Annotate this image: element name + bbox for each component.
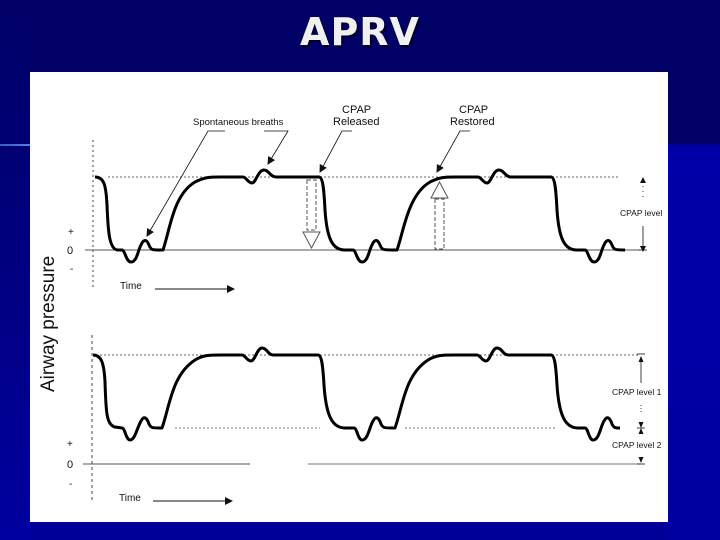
annotation-spontaneous-breaths: Spontaneous breaths xyxy=(193,117,284,128)
pointer-arrow-icon xyxy=(147,131,225,236)
top-waveform xyxy=(95,170,625,262)
aprv-diagram xyxy=(30,72,668,522)
slide-right-strip xyxy=(668,0,720,540)
annotation-cpap-restored-sub: Restored xyxy=(450,116,495,128)
axis-minus: - xyxy=(69,479,73,490)
pointer-arrow-icon xyxy=(264,131,288,164)
pressure-release-arrow-icon xyxy=(303,180,320,248)
annotation-cpap-level: CPAP level xyxy=(620,208,663,218)
axis-minus: - xyxy=(70,264,74,275)
annotation-cpap-level-2: CPAP level 2 xyxy=(612,440,662,450)
time-label: Time xyxy=(120,281,142,292)
bottom-waveform xyxy=(93,348,620,440)
time-label: Time xyxy=(119,493,141,504)
diagram-panel xyxy=(30,72,668,522)
pointer-arrow-icon xyxy=(320,131,352,172)
annotation-cpap-restored: CPAP xyxy=(459,104,489,116)
axis-plus: + xyxy=(67,439,73,450)
axis-zero: 0 xyxy=(67,459,74,471)
y-axis-label: Airway pressure xyxy=(38,255,59,392)
pressure-restore-arrow-icon xyxy=(431,182,448,249)
top-waveform-panel xyxy=(67,104,662,292)
slide-left-strip xyxy=(0,0,30,540)
pointer-arrow-icon xyxy=(437,131,470,172)
annotation-cpap-released: CPAP xyxy=(342,104,372,116)
axis-plus: + xyxy=(68,227,74,238)
slide-title: APRV xyxy=(300,10,420,54)
annotation-cpap-released-sub: Released xyxy=(333,116,380,128)
cpap-level-markers xyxy=(612,354,662,464)
axis-zero: 0 xyxy=(67,245,74,257)
annotation-cpap-level-1: CPAP level 1 xyxy=(612,387,662,397)
accent-line xyxy=(0,144,30,146)
bottom-waveform-panel xyxy=(67,335,662,504)
